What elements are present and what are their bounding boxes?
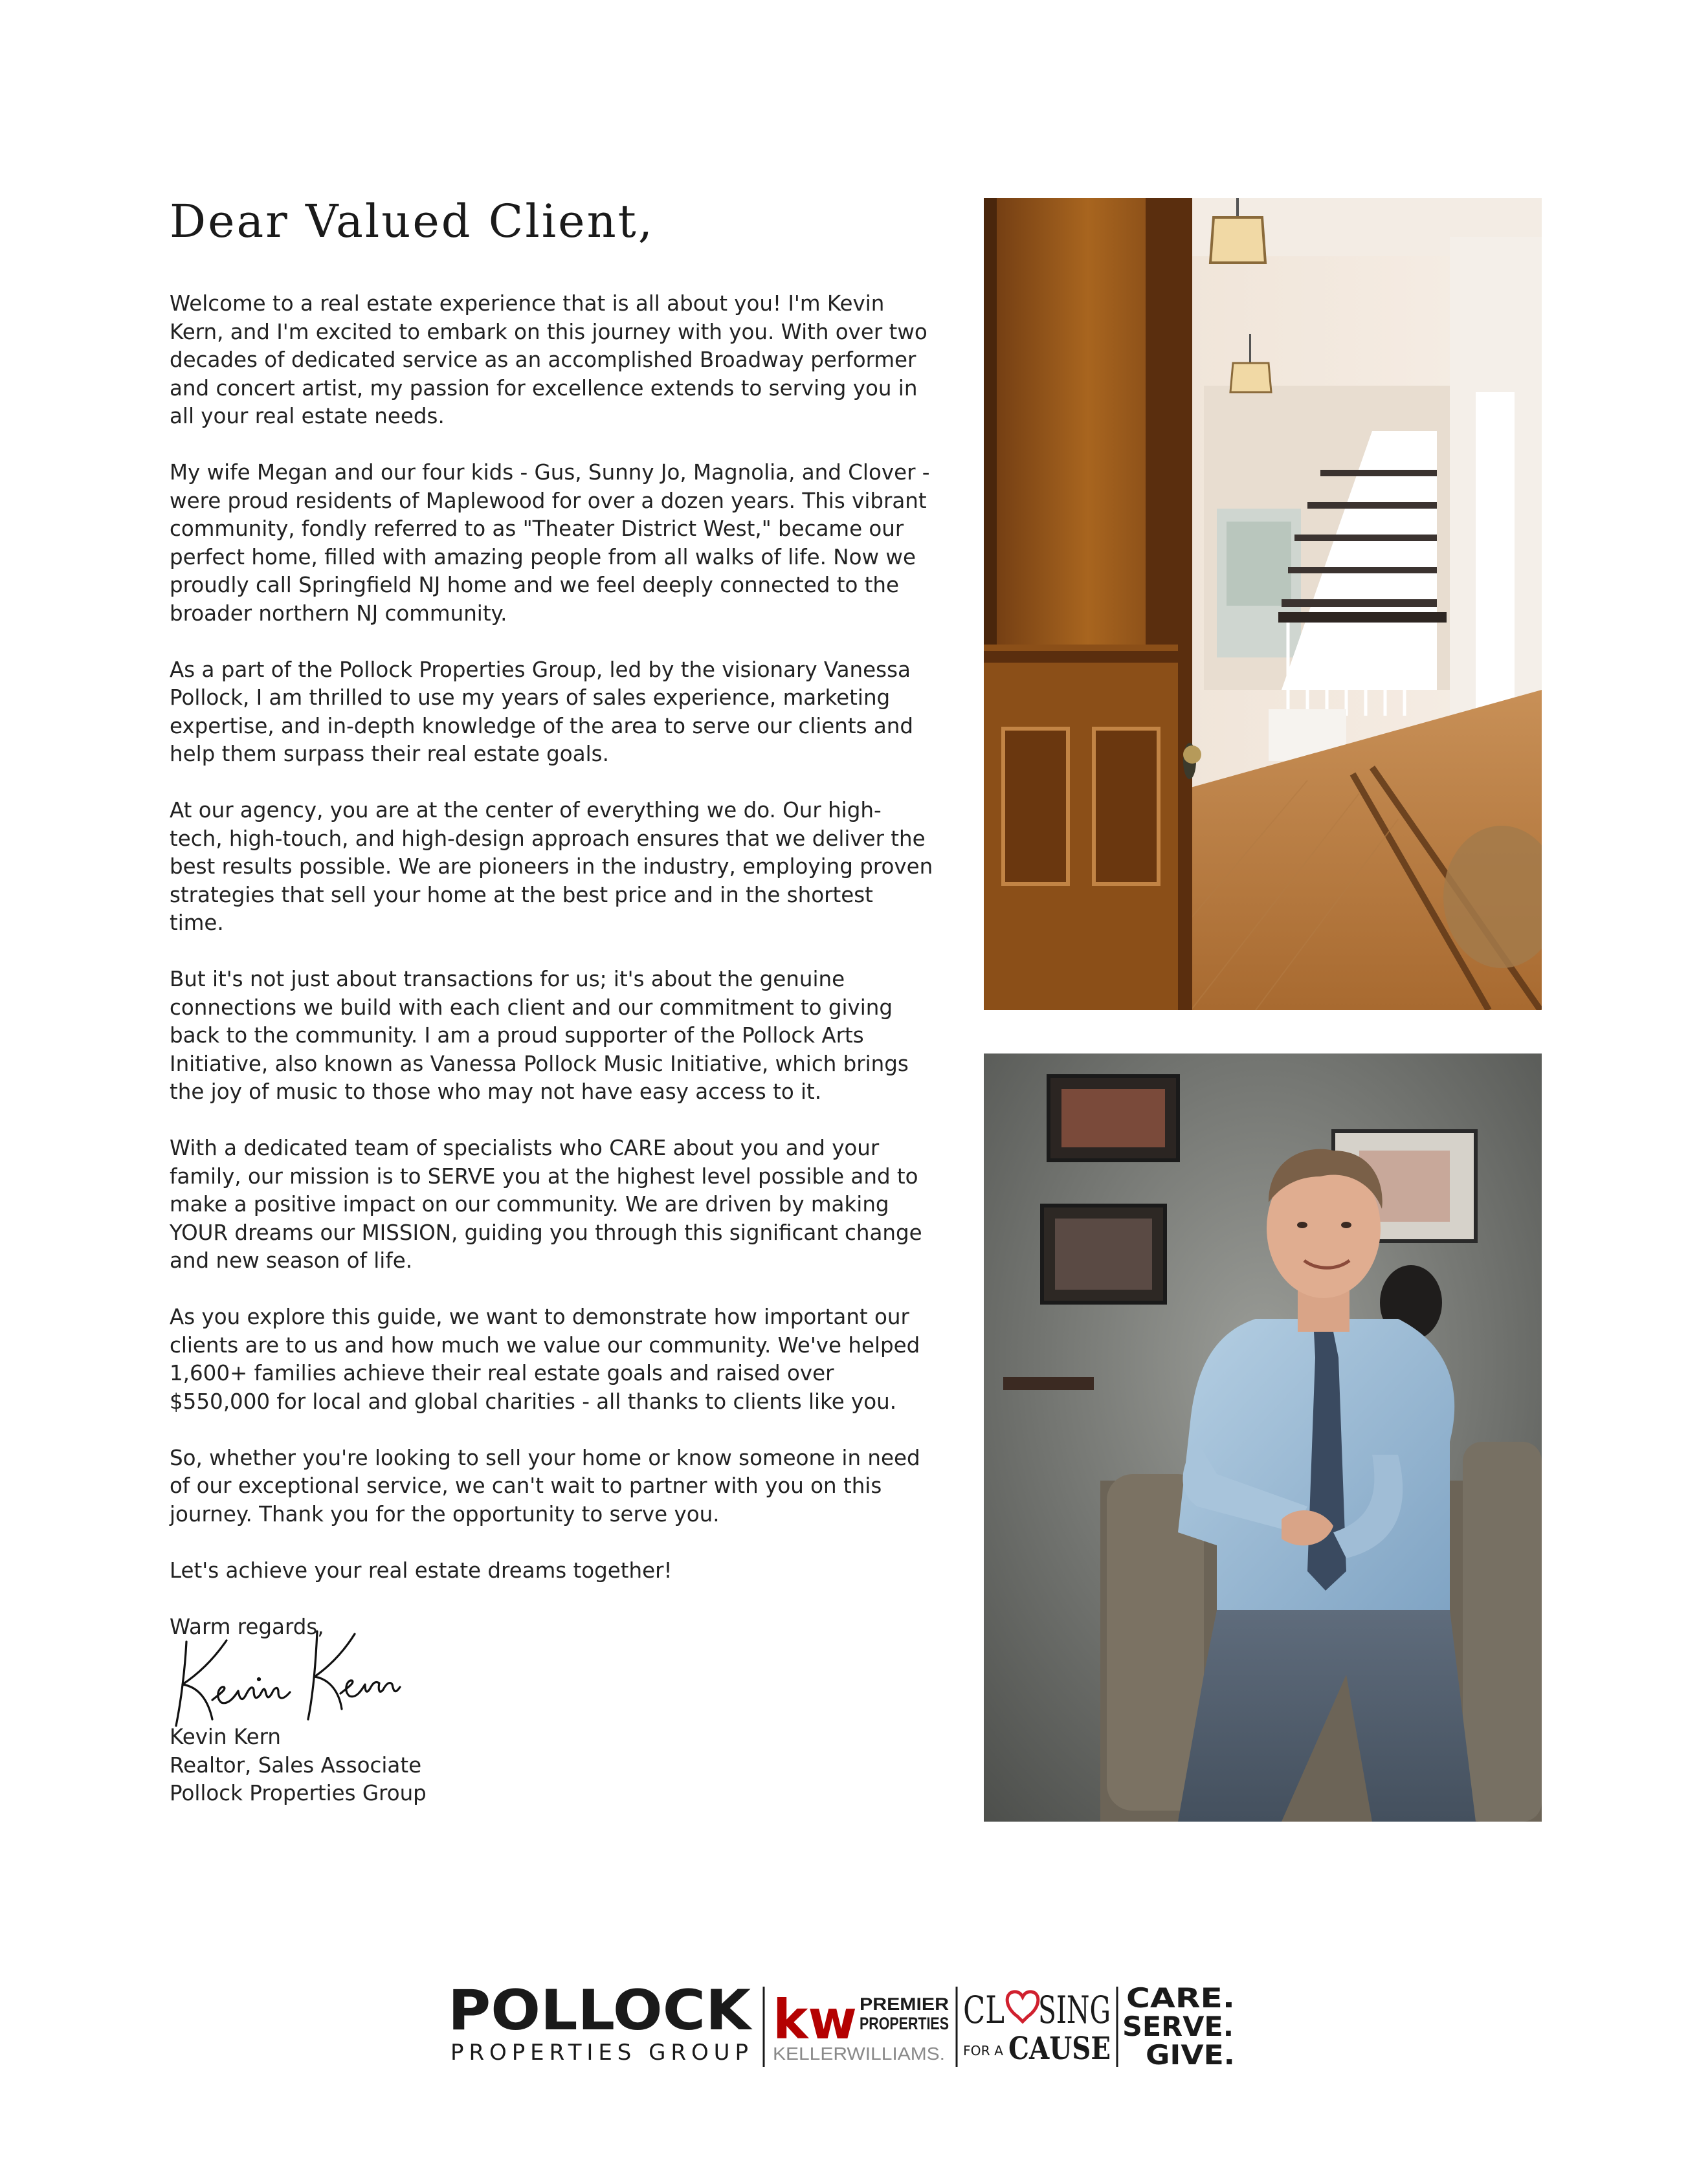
greeting: Dear Valued Client, [170,195,655,248]
closing-logo-cause: CAUSE [1008,2031,1111,2067]
interior-photo [984,198,1542,1010]
footer-logos [448,1979,1263,2069]
closing [170,1613,933,1642]
closing-logo-sing: SING [1038,1988,1111,2032]
kw-logo-brand: KELLERWILLIAMS. [773,2044,945,2064]
closing-logo-small: FOR A [963,2043,1004,2058]
care-logo-line: SERVE. [1122,2011,1234,2042]
care-logo-line: CARE. [1126,1982,1235,2014]
portrait-photo [984,1053,1542,1822]
paragraph: Let's achieve your real estate dreams together! [170,1558,672,1583]
letter [170,194,933,1808]
pollock-logo-sub: PROPERTIES GROUP [450,2040,748,2066]
kw-logo-line2: PROPERTIES [860,2014,949,2033]
paragraph: Welcome to a real estate experience that is all about you! I'm Kevin Kern, and I'm excited to embark on this journey with you. With over two decades of dedicated service as an accomplished Broadway performer and concert artist, my passion for excellence extends to serving you in all your real estate needs. [170,291,927,428]
pollock-logo-name: POLLOCK [448,1979,753,2043]
signer-company: Pollock Properties Group [170,1781,427,1805]
care-logo-line: GIVE. [1146,2039,1235,2069]
paragraph: As you explore this guide, we want to demonstrate how important our clients are to us and how much we value our community. We've helped 1,600+ families achieve their real estate goals and raised over $550,000 for local and global charities - all thanks to clients like you. [170,1305,920,1414]
signature-block [170,1723,933,1808]
pollock-logo [448,1979,753,2066]
paragraph: With a dedicated team of specialists who CARE about you and your family, our mission is to SERVE you at the highest level possible and to make a positive impact on our community. We are driven by making YOUR dreams our MISSION, guiding you through this significant change and new season of life. [170,1136,922,1273]
care-serve-give-logo [1122,1982,1235,2069]
kw-logo [773,1988,949,2064]
paragraph: My wife Megan and our four kids - Gus, Sunny Jo, Magnolia, and Clover - were proud residents of Maplewood for over a dozen years. This vibrant community, fondly referred to as "Theater District West," became our perfect home, filled with amazing people from all walks of life. Now we proudly call Springfield NJ home and we feel deeply connected to the broader northern NJ community. [170,460,930,626]
closing-line: Warm regards, [170,1614,324,1639]
heart-icon [1007,1992,1038,2022]
signer-title: Realtor, Sales Associate [170,1752,422,1778]
kw-logo-mark: kw [773,1988,857,2051]
kw-logo-line1: PREMIER [860,1994,949,2014]
paragraph: So, whether you're looking to sell your home or know someone in need of our exceptional service, we can't wait to partner with you on this journey. Thank you for the opportunity to serve you. [170,1445,920,1527]
paragraph: At our agency, you are at the center of everything we do. Our high-tech, high-touch, and high-design approach ensures that we deliver the best results possible. We are pioneers in the industry, employing proven strategies that sell your home at the best price and in the shortest time. [170,798,933,935]
signer-name: Kevin Kern [170,1725,281,1749]
paragraph: As a part of the Pollock Properties Group, led by the visionary Vanessa Pollock, I am thrilled to use my years of sales experience, marketing expertise, and in-depth knowledge of the area to serve our clients and help them surpass their real estate goals. [170,657,914,766]
closing-for-a-cause-logo [963,1988,1111,2067]
closing-logo-cl: CL [963,1988,1005,2032]
paragraph: But it's not just about transactions for us; it's about the genuine connections we build with each client and our commitment to giving back to the community. I am a proud supporter of the Pollock Arts Initiative, also known as Vanessa Pollock Music Initiative, which brings the joy of music to those who may not have easy access to it. [170,967,909,1104]
letter-body [170,290,933,1585]
